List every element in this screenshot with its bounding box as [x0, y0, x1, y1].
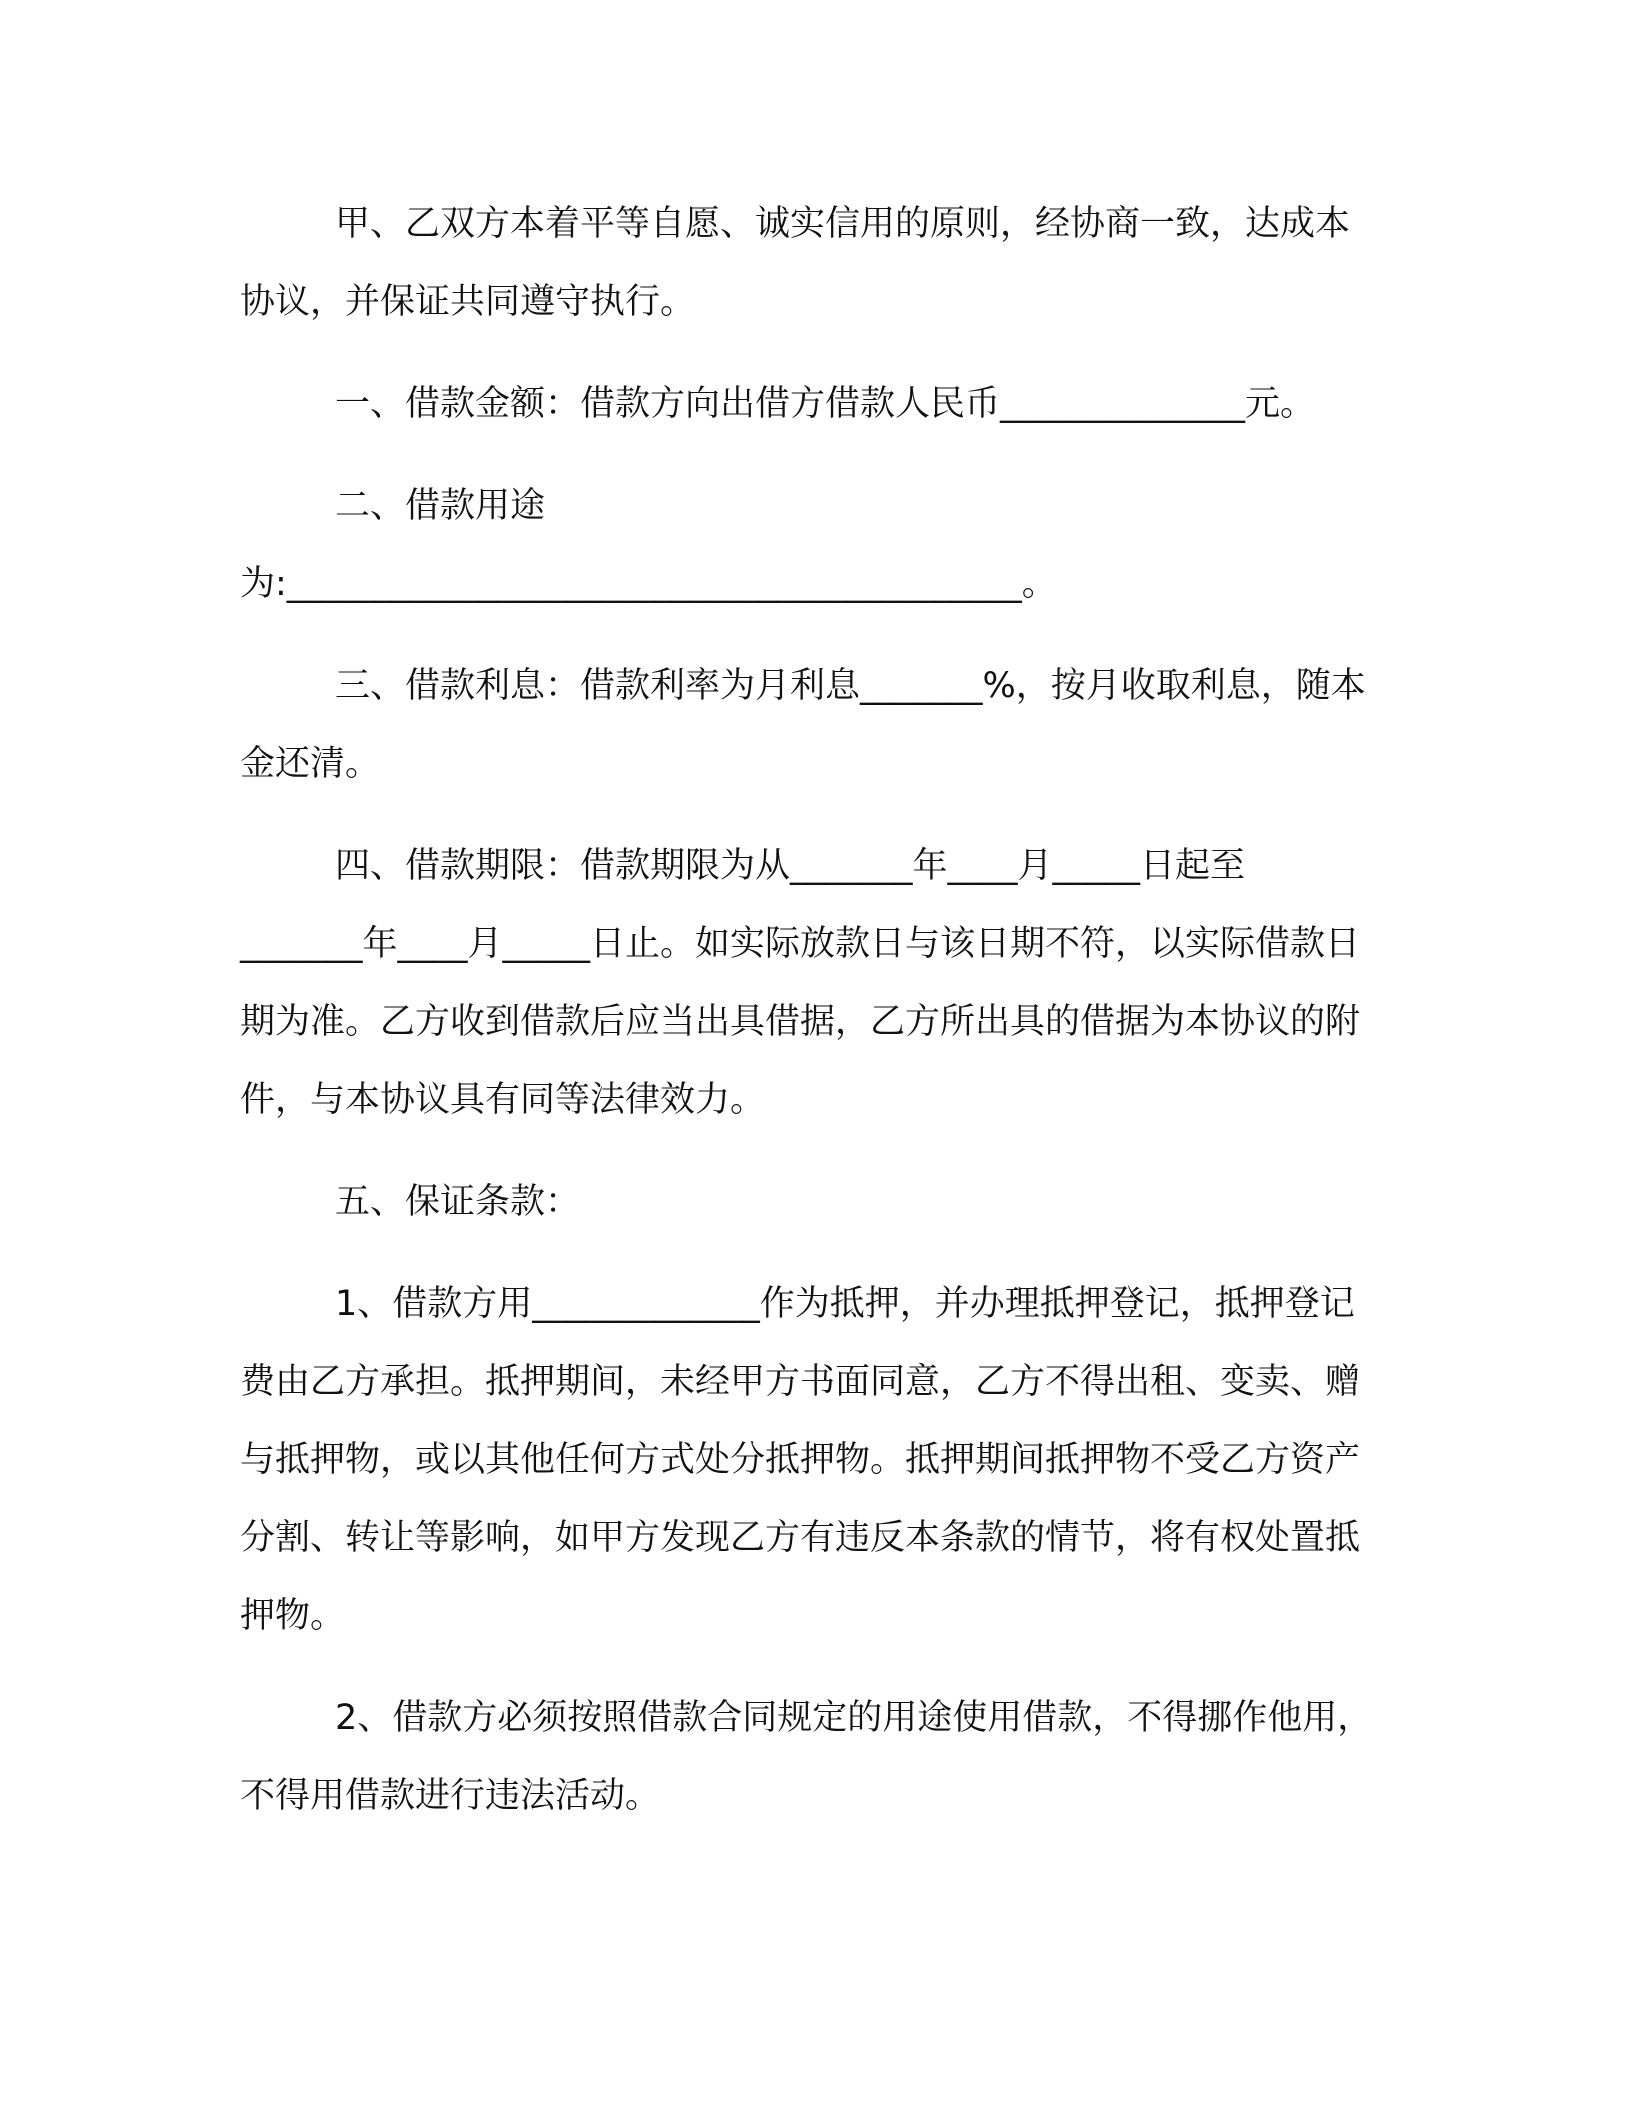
clause-loan-amount: 一、借款金额：借款方向出借方借款人民币______________元。 [335, 384, 1316, 424]
clause-guarantee-item-2: 2、借款方必须按照借款合同规定的用途使用借款，不得挪作他用，不得用借款进行违法活动。 [240, 1698, 1373, 1816]
clause-loan-interest: 三、借款利息：借款利率为月利息_______%，按月收取利息，随本金还清。 [240, 666, 1366, 784]
preamble-paragraph: 甲、乙双方本着平等自愿、诚实信用的原则，经协商一致，达成本协议，并保证共同遵守执行。 [240, 204, 1351, 322]
clause-loan-term-body: _______年____月_____日止。如实际放款日与该日期不符，以实际借款日期为准。乙方收到借款后应当出具借据，乙方所出具的借据为本协议的附件，与本协议具有同等法律效力。 [240, 924, 1361, 1120]
clause-loan-purpose-line: 为:__________________________________________。 [240, 564, 1057, 604]
document-body [240, 185, 1380, 1835]
clause-loan-purpose-heading: 二、借款用途 [335, 486, 546, 526]
clause-guarantee-heading: 五、保证条款： [335, 1182, 581, 1222]
clause-guarantee-item-1: 1、借款方用_____________作为抵押，并办理抵押登记，抵押登记费由乙方承担。抵押期间，未经甲方书面同意，乙方不得出租、变卖、赠与抵押物，或以其他任何方式处分抵押物。抵押期间抵押物不受乙方资产分割、转让等影响，如甲方发现乙方有违反本条款的情节，将有权处置抵押物。 [240, 1284, 1361, 1636]
clause-loan-term-start: 四、借款期限：借款期限为从_______年____月_____日起至 [335, 846, 1246, 886]
